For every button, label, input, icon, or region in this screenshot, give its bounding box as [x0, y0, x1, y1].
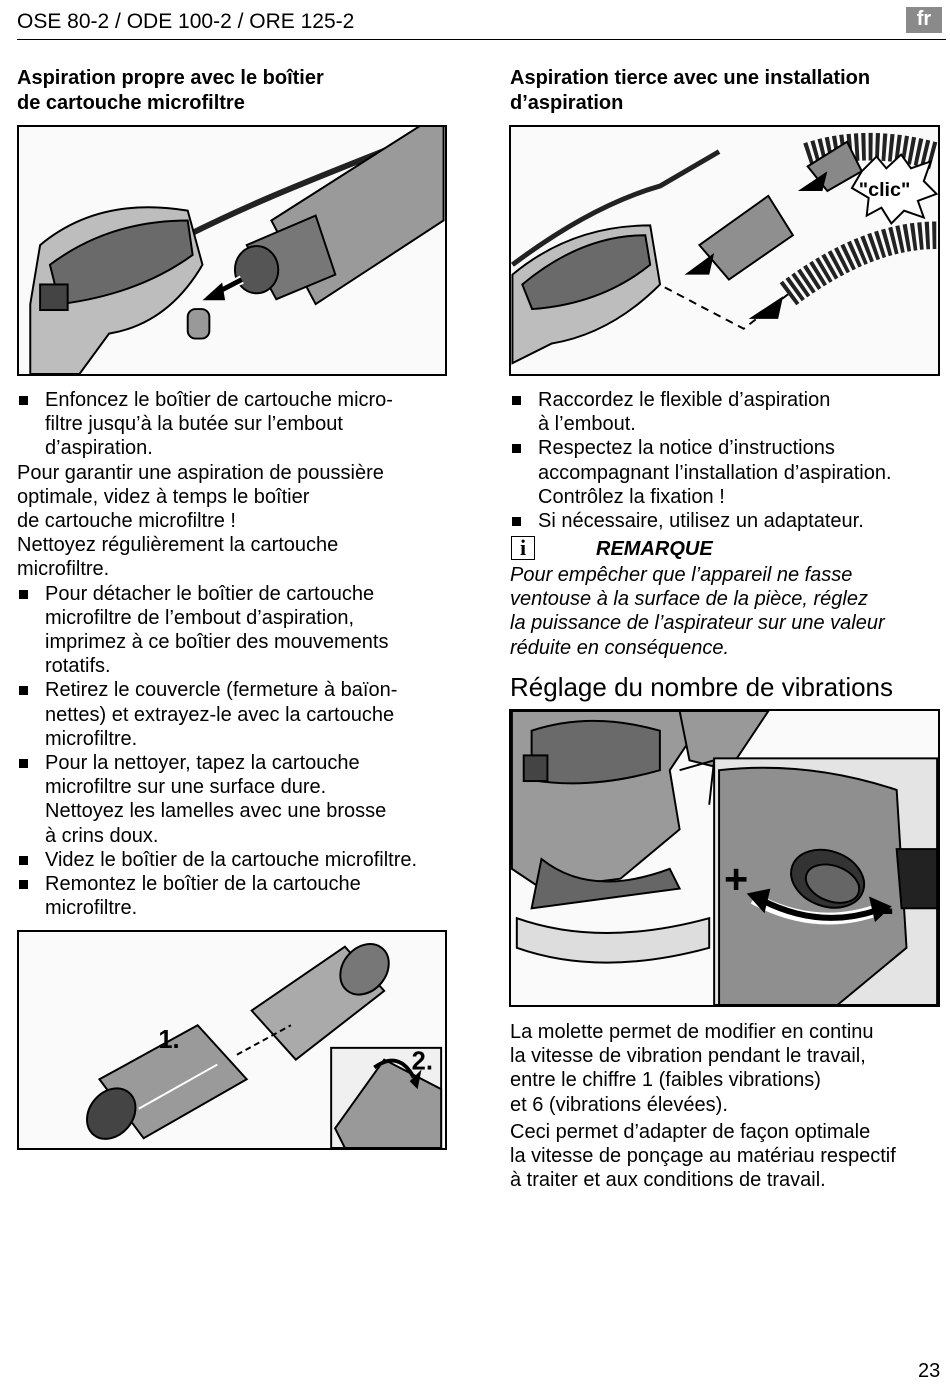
text-line: à l’embout.: [538, 413, 636, 436]
text-line: d’aspiration.: [45, 437, 153, 460]
text-line: entre le chiffre 1 (faibles vibrations): [510, 1069, 821, 1092]
text-line: la puissance de l’aspirateur sur une valeur: [510, 612, 885, 635]
bullet-square: [19, 686, 28, 695]
language-badge: fr: [906, 7, 942, 33]
bullet-square: [512, 444, 521, 453]
info-icon: i: [511, 536, 535, 560]
note-label: REMARQUE: [596, 538, 713, 560]
paragraph: [510, 1120, 946, 1193]
text-line: Respectez la notice d’instructions: [538, 437, 835, 460]
text-line: Ceci permet d’adapter de façon optimale: [510, 1120, 871, 1143]
list-item: [510, 509, 946, 533]
figure-cartridge-removal: [17, 930, 447, 1150]
text-line: à crins doux.: [45, 824, 159, 847]
text-line: filtre jusqu’à la butée sur l’embout: [45, 413, 343, 436]
bullet-square: [512, 517, 521, 526]
list-item: [17, 848, 457, 872]
text-line: microfiltre sur une surface dure.: [45, 776, 327, 799]
decrease-label: -: [878, 882, 895, 934]
text-line: Pour détacher le boîtier de cartouche: [45, 582, 375, 605]
bullet-square: [512, 396, 521, 405]
text-line: la vitesse de vibration pendant le travail,: [510, 1045, 866, 1068]
bullet-square: [19, 759, 28, 768]
text-line: Si nécessaire, utilisez un adaptateur.: [538, 510, 864, 533]
text-line: de cartouche microfiltre !: [17, 510, 236, 533]
vibration-section-heading: Réglage du nombre de vibrations: [510, 672, 894, 702]
bullet-square: [19, 880, 28, 889]
step-1-label: 1.: [158, 1025, 180, 1054]
heading-line: Aspiration tierce avec une installation: [510, 67, 871, 89]
text-line: microfiltre de l’embout d’aspiration,: [45, 606, 355, 629]
list-item: [17, 582, 457, 679]
header-divider: [17, 39, 946, 40]
text-line: microfiltre.: [17, 558, 110, 581]
sander-hose-illustration: [511, 127, 938, 374]
text-line: La molette permet de modifier en continu: [510, 1021, 874, 1043]
document-title: OSE 80-2 / ODE 100-2 / ORE 125-2: [17, 10, 355, 33]
heading-line: de cartouche microfiltre: [17, 92, 245, 114]
figure-microfilter-attach: [17, 125, 447, 376]
vibration-dial-illustration: [511, 711, 938, 1005]
cartridge-removal-illustration: [19, 932, 445, 1148]
text-line: Videz le boîtier de la cartouche microfiltre.: [45, 848, 418, 871]
text-line: accompagnant l’installation d’aspiration.: [538, 461, 892, 484]
list-item: [17, 751, 457, 848]
list-item: [510, 388, 946, 436]
heading-line: d’aspiration: [510, 92, 624, 114]
text-line: Retirez le couvercle (fermeture à baïon-: [45, 679, 398, 702]
text-line: Nettoyez régulièrement la cartouche: [17, 534, 339, 557]
bullet-square: [19, 396, 28, 405]
bullet-square: [19, 856, 28, 865]
text-line: Contrôlez la fixation !: [538, 485, 725, 508]
text-line: nettes) et extrayez-le avec la cartouche: [45, 703, 395, 726]
paragraph: [17, 533, 457, 581]
left-section-heading: [17, 66, 324, 116]
list-item: [510, 436, 946, 509]
sander-microfilter-illustration: [19, 127, 445, 374]
list-item: [17, 872, 457, 920]
text-line: Pour garantir une aspiration de poussière: [17, 461, 384, 484]
note-text: [510, 563, 946, 660]
right-section-heading: [510, 66, 870, 116]
clic-label: "clic": [858, 178, 911, 201]
figure-external-extraction: [509, 125, 940, 376]
paragraph: [17, 461, 457, 534]
vibration-description: [510, 1020, 946, 1192]
heading-line: Aspiration propre avec le boîtier: [17, 67, 324, 89]
text-line: la vitesse de ponçage au matériau respectif: [510, 1145, 896, 1168]
left-instructions: [17, 388, 457, 920]
list-item: [17, 388, 457, 461]
figure-vibration-dial: [509, 709, 940, 1007]
text-line: ventouse à la surface de la pièce, réglez: [510, 588, 868, 611]
text-line: Pour la nettoyer, tapez la cartouche: [45, 752, 360, 775]
text-line: Enfoncez le boîtier de cartouche micro-: [45, 389, 393, 411]
page-number: 23: [918, 1360, 941, 1382]
list-item: [17, 678, 457, 751]
right-instructions: [510, 388, 946, 533]
text-line: Remontez le boîtier de la cartouche: [45, 873, 361, 896]
text-line: Nettoyez les lamelles avec une brosse: [45, 800, 387, 823]
paragraph: [510, 1020, 946, 1117]
text-line: rotatifs.: [45, 655, 111, 678]
text-line: réduite en conséquence.: [510, 636, 730, 659]
text-line: Pour empêcher que l’appareil ne fasse: [510, 564, 853, 586]
text-line: à traiter et aux conditions de travail.: [510, 1169, 826, 1192]
bullet-square: [19, 590, 28, 599]
step-2-label: 2.: [411, 1047, 433, 1076]
text-line: imprimez à ce boîtier des mouvements: [45, 631, 389, 654]
text-line: et 6 (vibrations élevées).: [510, 1093, 728, 1116]
text-line: microfiltre.: [45, 897, 138, 920]
text-line: Raccordez le flexible d’aspiration: [538, 389, 831, 411]
text-line: microfiltre.: [45, 727, 138, 750]
text-line: optimale, videz à temps le boîtier: [17, 485, 310, 508]
increase-label: +: [724, 855, 749, 903]
